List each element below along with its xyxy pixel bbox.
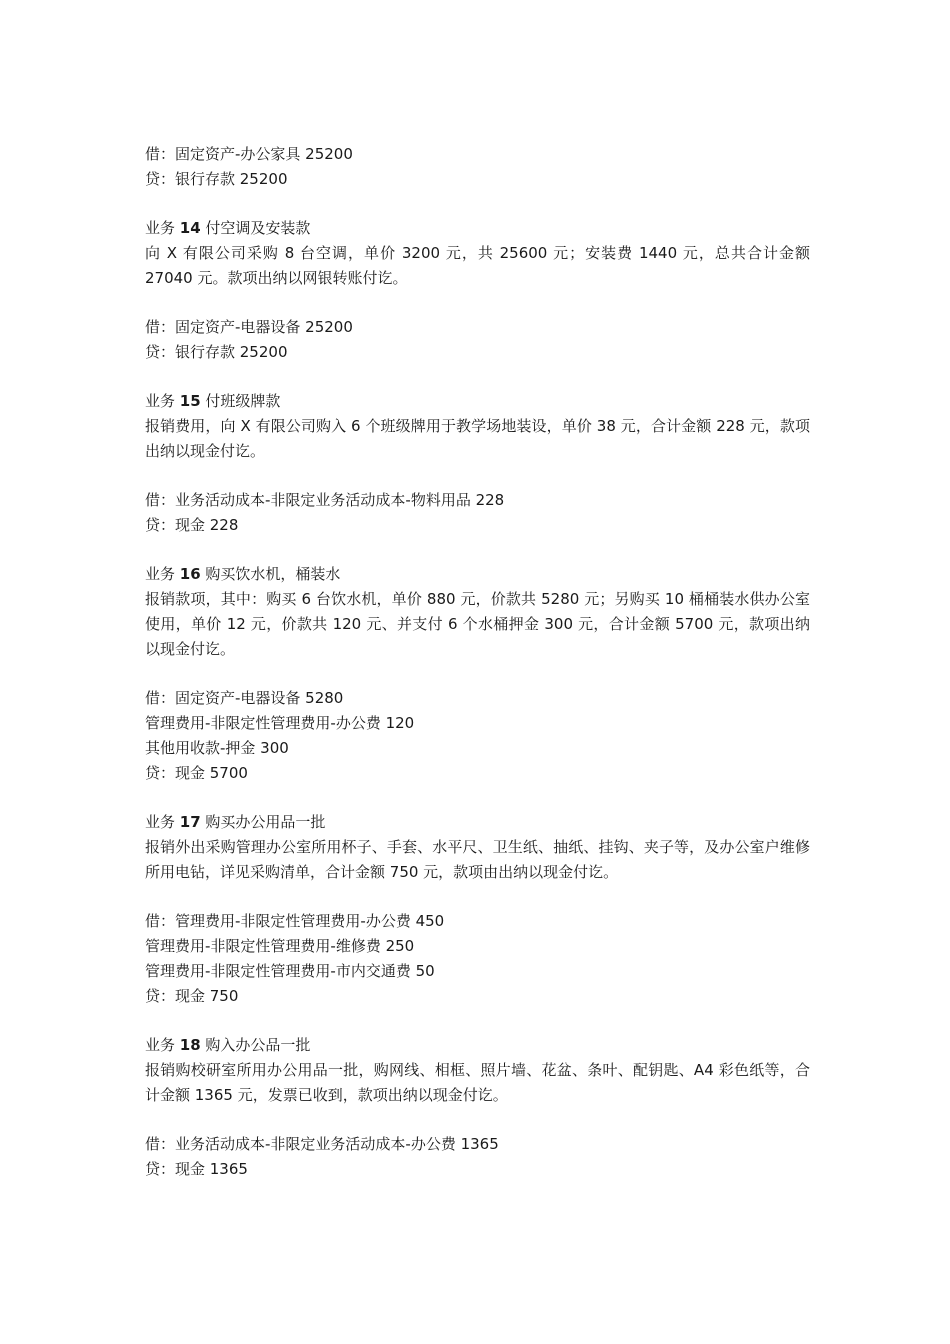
- journal-debit-line: 借：业务活动成本-非限定业务活动成本-办公费 1365: [145, 1135, 499, 1153]
- heading-prefix: 业务: [145, 1036, 180, 1054]
- journal-debit-line: 管理费用-非限定性管理费用-办公费 120: [145, 714, 415, 732]
- journal-credit-line: 贷：现金 228: [145, 516, 239, 534]
- business-14-heading: [145, 216, 810, 241]
- journal-debit-line: 借：固定资产-电器设备 5280: [145, 689, 344, 707]
- heading-prefix: 业务: [145, 813, 180, 831]
- journal-debit-line: 管理费用-非限定性管理费用-市内交通费 50: [145, 962, 435, 980]
- journal-debit-line: 管理费用-非限定性管理费用-维修费 250: [145, 937, 415, 955]
- journal-credit-line: 贷：现金 750: [145, 987, 239, 1005]
- journal-debit-line: 借：固定资产-办公家具 25200: [145, 145, 353, 163]
- heading-title: 购买饮水机，桶装水: [200, 565, 341, 583]
- heading-title: 购买办公用品一批: [200, 813, 326, 831]
- journal-credit-line: 贷：银行存款 25200: [145, 343, 288, 361]
- business-16-description: 报销款项，其中：购买 6 台饮水机，单价 880 元，价款共 5280 元；另购买 10 桶桶装水供办公室使用，单价 12 元，价款共 120 元、并支付 6 个水桶押金 300 元，合计金额 5700 元，款项出纳以现金付讫。: [145, 590, 810, 658]
- business-16-heading: [145, 562, 810, 587]
- journal-credit-line: 贷：现金 1365: [145, 1160, 248, 1178]
- heading-title: 购入办公品一批: [200, 1036, 311, 1054]
- business-14-description: 向 X 有限公司采购 8 台空调，单价 3200 元，共 25600 元；安装费 1440 元，总共合计金额 27040 元。款项出纳以网银转账付讫。: [145, 244, 810, 287]
- heading-prefix: 业务: [145, 392, 180, 410]
- journal-debit-line: 其他用收款-押金 300: [145, 739, 289, 757]
- journal-debit-line: 借：业务活动成本-非限定业务活动成本-物料用品 228: [145, 491, 505, 509]
- heading-number: 16: [179, 565, 201, 583]
- heading-prefix: 业务: [145, 565, 180, 583]
- business-18-description: 报销购校研室所用办公用品一批，购网线、相框、照片墙、花盆、条叶、配钥匙、A4 彩色纸等，合计金额 1365 元，发票已收到，款项出纳以现金付讫。: [145, 1061, 810, 1104]
- heading-number: 14: [179, 219, 201, 237]
- journal-credit-line: 贷：银行存款 25200: [145, 170, 288, 188]
- heading-prefix: 业务: [145, 219, 180, 237]
- heading-number: 18: [179, 1036, 201, 1054]
- business-17-heading: [145, 810, 810, 835]
- journal-debit-line: 借：固定资产-电器设备 25200: [145, 318, 353, 336]
- heading-title: 付空调及安装款: [200, 219, 311, 237]
- heading-number: 17: [179, 813, 201, 831]
- business-15-heading: [145, 389, 810, 414]
- business-17-description: 报销外出采购管理办公室所用杯子、手套、水平尺、卫生纸、抽纸、挂钩、夹子等，及办公室户维修所用电钻，详见采购清单，合计金额 750 元，款项由出纳以现金付讫。: [145, 838, 810, 881]
- heading-number: 15: [179, 392, 201, 410]
- business-18-heading: [145, 1033, 810, 1058]
- business-15-description: 报销费用，向 X 有限公司购入 6 个班级牌用于教学场地装设，单价 38 元，合计金额 228 元，款项出纳以现金付讫。: [145, 417, 810, 460]
- heading-title: 付班级牌款: [200, 392, 281, 410]
- journal-debit-line: 借：管理费用-非限定性管理费用-办公费 450: [145, 912, 445, 930]
- journal-credit-line: 贷：现金 5700: [145, 764, 248, 782]
- document-content: [145, 142, 810, 1182]
